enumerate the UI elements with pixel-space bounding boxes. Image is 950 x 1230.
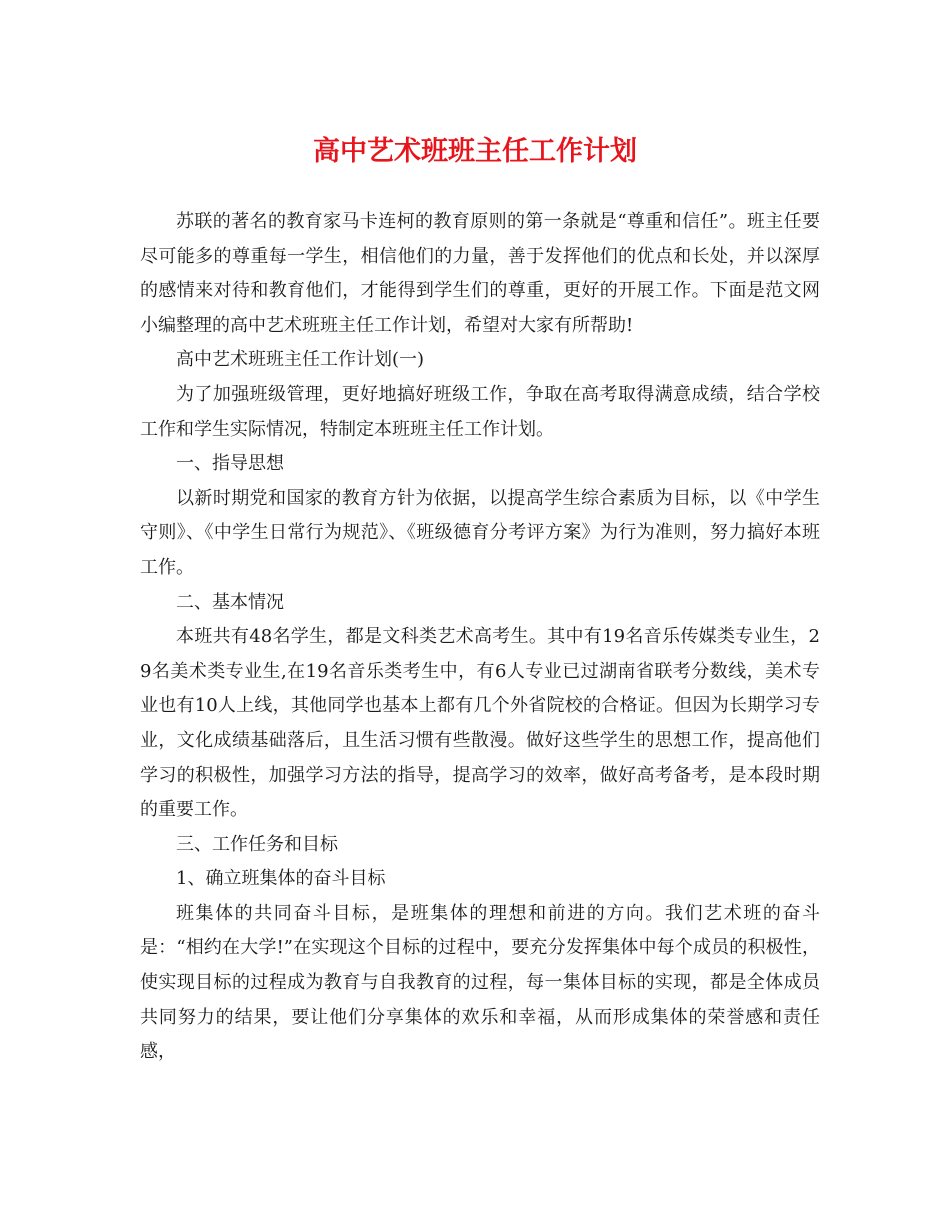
purpose-paragraph: 为了加强班级管理，更好地搞好班级工作，争取在高考取得满意成绩，结合学校工作和学生实际情况，特制定本班班主任工作计划。 [140,383,820,440]
section-heading-tasks-goals: 三、工作任务和目标 [176,833,338,855]
document-body [140,205,820,1070]
plan-subtitle: 高中艺术班班主任工作计划(一) [176,349,425,371]
document-title: 高中艺术班班主任工作计划 [313,136,637,167]
section-heading-basic-situation: 二、基本情况 [176,591,284,613]
basic-situation-paragraph: 本班共有48名学生，都是文科类艺术高考生。其中有19名音乐传媒类专业生，29名美术类专业生,在19名音乐类考生中，有6人专业已过湖南省联考分数线，美术专业也有10人上线，其他同学也基本上都有几个外省院校的合格证。但因为长期学习专业，文化成绩基础落后，且生活习惯有些散漫。做好这些学生的思想工作，提高他们学习的积极性，加强学习方法的指导，提高学习的效率，做好高考备考，是本段时期的重要工作。 [140,626,820,821]
intro-paragraph: 苏联的著名的教育家马卡连柯的教育原则的第一条就是“尊重和信任”。班主任要尽可能多的尊重每一学生，相信他们的力量，善于发挥他们的优点和长处，并以深厚的感情来对待和教育他们，才能得到学生们的尊重，更好的开展工作。下面是范文网小编整理的高中艺术班班主任工作计划，希望对大家有所帮助! [140,211,820,336]
guiding-thought-paragraph: 以新时期党和国家的教育方针为依据，以提高学生综合素质为目标，以《中学生守则》、《中学生日常行为规范》、《班级德育分考评方案》为行为准则，努力搞好本班工作。 [140,487,820,578]
class-goal-paragraph: 班集体的共同奋斗目标，是班集体的理想和前进的方向。我们艺术班的奋斗是：“相约在大学!”在实现这个目标的过程中，要充分发挥集体中每个成员的积极性，使实现目标的过程成为教育与自我教育的过程，每一集体目标的实现，都是全体成员共同努力的结果，要让他们分享集体的欢乐和幸福，从而形成集体的荣誉感和责任感， [140,902,820,1063]
subsection-heading-class-goal: 1、确立班集体的奋斗目标 [176,868,386,890]
section-heading-guiding-thought: 一、指导思想 [176,453,284,475]
